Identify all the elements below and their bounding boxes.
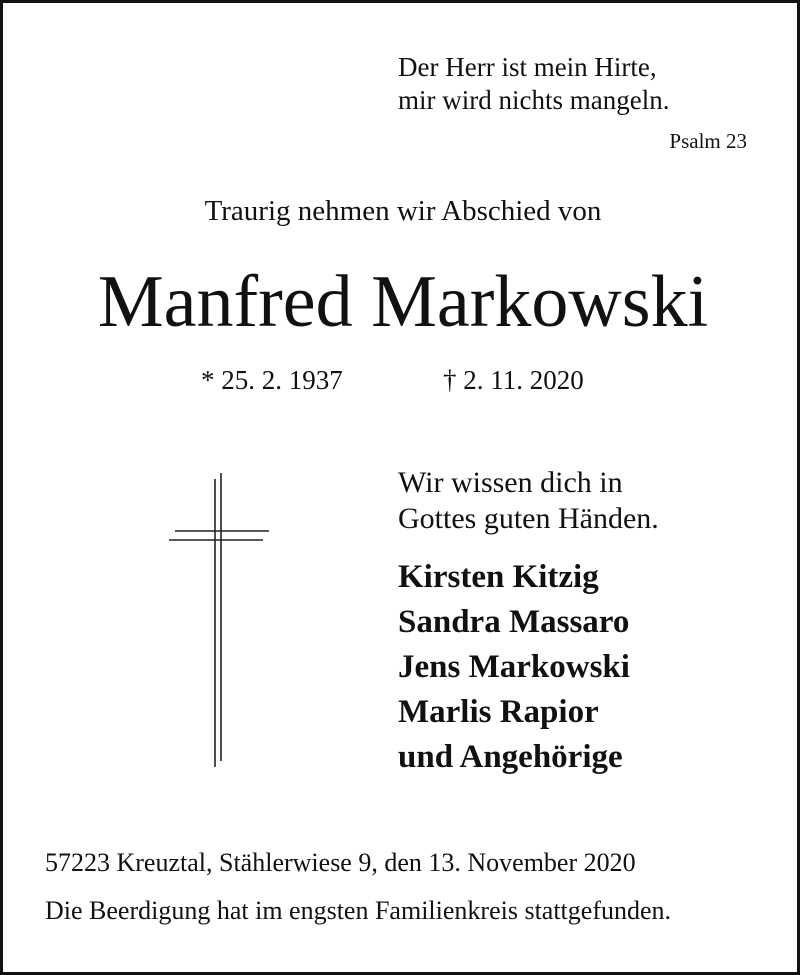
trust-text (398, 465, 659, 537)
deceased-name: Manfred Markowski (97, 261, 709, 343)
funeral-note: Die Beerdigung hat im engsten Familienkreis stattgefunden. (45, 896, 672, 925)
trust-line-2: Gottes guten Händen. (398, 502, 659, 535)
mourner-3: Jens Markowski (398, 649, 630, 685)
birth-date: * 25. 2. 1937 (201, 365, 343, 395)
quote-line-1: Der Herr ist mein Hirte, (398, 52, 657, 82)
quote-source: Psalm 23 (669, 129, 747, 153)
intro-text: Traurig nehmen wir Abschied von (204, 195, 602, 227)
death-date: † 2. 11. 2020 (443, 365, 584, 395)
quote-line-2: mir wird nichts mangeln. (398, 85, 670, 115)
cross-icon (163, 471, 275, 771)
psalm-quote (398, 51, 669, 117)
mourner-4: Marlis Rapior (398, 694, 599, 730)
trust-line-1: Wir wissen dich in (398, 466, 623, 499)
mourners-list (398, 555, 630, 780)
mourner-1: Kirsten Kitzig (398, 559, 599, 595)
address-line: 57223 Kreuztal, Stählerwiese 9, den 13. November 2020 (45, 848, 636, 877)
mourner-5: und Angehörige (398, 739, 623, 775)
mourner-2: Sandra Massaro (398, 604, 630, 640)
